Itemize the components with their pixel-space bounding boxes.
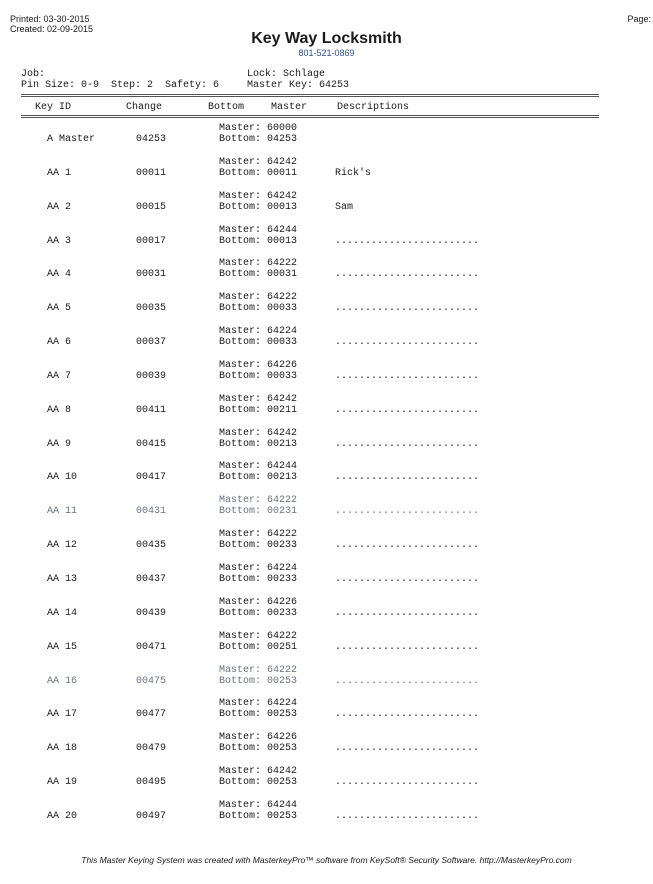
pin-spec: Pin Size: 0-9 Step: 2 Safety: 6 (21, 80, 220, 91)
key-id-cell: AA 19 (47, 777, 78, 789)
master-cell: Master: 64226 (219, 359, 298, 371)
key-row (0, 156, 653, 190)
description-cell: ........................ (335, 675, 480, 687)
key-row (0, 325, 653, 359)
key-row (0, 528, 653, 562)
master-cell: Master: 64222 (219, 529, 298, 541)
bottom-cell: Bottom: 04253 (219, 134, 298, 145)
key-id-cell: AA 17 (47, 709, 78, 721)
key-id-cell: AA 14 (47, 607, 78, 619)
change-cell: 00415 (136, 438, 167, 450)
description-cell: ........................ (335, 370, 480, 382)
change-cell: 00411 (136, 404, 167, 416)
bottom-cell: Bottom: 00031 (219, 269, 298, 281)
description-cell: Rick's (335, 167, 372, 179)
bottom-cell: Bottom: 00233 (219, 573, 298, 585)
description-cell: ........................ (335, 337, 480, 349)
master-cell: Master: 64222 (219, 630, 298, 642)
change-cell: 00475 (136, 675, 167, 687)
key-row (0, 494, 653, 528)
change-cell: 00017 (136, 235, 167, 247)
col-descriptions: Descriptions (337, 102, 410, 113)
master-cell: Master: 64242 (219, 766, 298, 778)
key-id-cell: AA 5 (47, 303, 72, 315)
key-row (0, 799, 653, 833)
col-key-id: Key ID (35, 102, 72, 113)
description-cell: ........................ (335, 506, 480, 518)
change-cell: 00479 (136, 743, 167, 755)
key-row (0, 291, 653, 325)
master-key: Master Key: 64253 (247, 80, 350, 91)
description-cell: ........................ (335, 573, 480, 585)
bottom-cell: Bottom: 00033 (219, 303, 298, 315)
change-cell: 00035 (136, 303, 167, 315)
key-id-cell: AA 2 (47, 201, 72, 213)
master-cell: Master: 64244 (219, 461, 298, 473)
bottom-cell: Bottom: 00231 (219, 506, 298, 518)
description-cell: Sam (335, 201, 354, 213)
bottom-cell: Bottom: 00251 (219, 641, 298, 653)
key-row (0, 393, 653, 427)
key-table (0, 122, 653, 833)
master-cell: Master: 64222 (219, 292, 298, 304)
change-cell: 00497 (136, 810, 167, 822)
key-row (0, 460, 653, 494)
key-id-cell: AA 4 (47, 269, 72, 281)
bottom-cell: Bottom: 00253 (219, 675, 298, 687)
key-row (0, 596, 653, 630)
change-cell: 00495 (136, 777, 167, 789)
company-phone: 801-521-0869 (298, 48, 355, 58)
key-id-cell: AA 9 (47, 438, 72, 450)
key-id-cell: AA 7 (47, 370, 72, 382)
printed-date: Printed: 03-30-2015 (10, 14, 90, 24)
change-cell: 00417 (136, 472, 167, 484)
bottom-cell: Bottom: 00013 (219, 201, 298, 213)
change-cell: 00437 (136, 573, 167, 585)
master-cell: Master: 64224 (219, 326, 298, 338)
description-cell: ........................ (335, 641, 480, 653)
job-label: Job: (21, 69, 46, 80)
key-row (0, 664, 653, 698)
key-row (0, 697, 653, 731)
change-cell: 00471 (136, 641, 167, 653)
bottom-cell: Bottom: 00211 (219, 404, 298, 416)
master-cell: Master: 64242 (219, 190, 298, 202)
description-cell: ........................ (335, 743, 480, 755)
lock-type: Lock: Schlage (247, 69, 326, 80)
col-change: Change (126, 102, 163, 113)
company-name: Key Way Locksmith (251, 30, 402, 47)
key-id-cell: AA 16 (47, 675, 78, 687)
key-id-cell: AA 3 (47, 235, 72, 247)
master-cell: Master: 64222 (219, 495, 298, 507)
change-cell: 00031 (136, 269, 167, 281)
description-cell: ........................ (335, 540, 480, 552)
bottom-cell: Bottom: 00233 (219, 607, 298, 619)
master-cell: Master: 64242 (219, 393, 298, 405)
key-row (0, 765, 653, 799)
change-cell: 00039 (136, 370, 167, 382)
key-id-cell: AA 8 (47, 404, 72, 416)
master-cell: Master: 64226 (219, 596, 298, 608)
key-id-cell: AA 10 (47, 472, 78, 484)
created-date: Created: 02-09-2015 (10, 24, 94, 34)
double-rule-bottom (21, 115, 599, 118)
key-id-cell: AA 6 (47, 337, 72, 349)
description-cell: ........................ (335, 607, 480, 619)
master-cell: Master: 64226 (219, 732, 298, 744)
key-row (0, 630, 653, 664)
bottom-cell: Bottom: 00013 (219, 235, 298, 247)
key-row (0, 731, 653, 765)
bottom-cell: Bottom: 00213 (219, 438, 298, 450)
key-row (0, 359, 653, 393)
key-id-cell: AA 18 (47, 743, 78, 755)
description-cell: ........................ (335, 472, 480, 484)
master-cell: Master: 64222 (219, 258, 298, 270)
description-cell: ........................ (335, 777, 480, 789)
change-cell: 00439 (136, 607, 167, 619)
key-row (0, 224, 653, 258)
description-cell: ........................ (335, 709, 480, 721)
key-id-cell: AA 11 (47, 506, 78, 518)
master-cell: Master: 64242 (219, 427, 298, 439)
master-cell: Master: 60000 (219, 123, 298, 134)
col-bottom: Bottom (208, 102, 245, 113)
change-cell: 04253 (136, 134, 167, 145)
bottom-cell: Bottom: 00011 (219, 167, 298, 179)
change-cell: 00435 (136, 540, 167, 552)
master-cell: Master: 64244 (219, 224, 298, 236)
key-id-cell: AA 12 (47, 540, 78, 552)
key-id-cell: AA 1 (47, 167, 72, 179)
col-master: Master (271, 102, 308, 113)
key-row (0, 427, 653, 461)
description-cell: ........................ (335, 404, 480, 416)
description-cell: ........................ (335, 438, 480, 450)
page-label: Page: (627, 14, 651, 24)
bottom-cell: Bottom: 00253 (219, 777, 298, 789)
key-id-cell: AA 13 (47, 573, 78, 585)
footer-credit: This Master Keying System was created with MasterkeyPro™ software from KeySoft® Security Software. http://MasterkeyPro.com (81, 855, 572, 865)
change-cell: 00015 (136, 201, 167, 213)
key-row (0, 190, 653, 224)
bottom-cell: Bottom: 00253 (219, 810, 298, 822)
bottom-cell: Bottom: 00033 (219, 337, 298, 349)
change-cell: 00431 (136, 506, 167, 518)
master-cell: Master: 64242 (219, 156, 298, 168)
bottom-cell: Bottom: 00253 (219, 709, 298, 721)
description-cell: ........................ (335, 235, 480, 247)
master-cell: Master: 64224 (219, 698, 298, 710)
bottom-cell: Bottom: 00033 (219, 370, 298, 382)
description-cell: ........................ (335, 269, 480, 281)
description-cell: ........................ (335, 810, 480, 822)
bottom-cell: Bottom: 00213 (219, 472, 298, 484)
change-cell: 00011 (136, 167, 167, 179)
master-cell: Master: 64244 (219, 799, 298, 811)
bottom-cell: Bottom: 00253 (219, 743, 298, 755)
master-cell: Master: 64224 (219, 562, 298, 574)
key-id-cell: AA 20 (47, 810, 78, 822)
bottom-cell: Bottom: 00233 (219, 540, 298, 552)
change-cell: 00037 (136, 337, 167, 349)
change-cell: 00477 (136, 709, 167, 721)
key-row (0, 257, 653, 291)
master-cell: Master: 64222 (219, 664, 298, 676)
double-rule-top (21, 94, 599, 97)
description-cell: ........................ (335, 303, 480, 315)
key-row (0, 562, 653, 596)
key-id-cell: A Master (47, 134, 96, 145)
key-id-cell: AA 15 (47, 641, 78, 653)
key-row (0, 122, 653, 156)
